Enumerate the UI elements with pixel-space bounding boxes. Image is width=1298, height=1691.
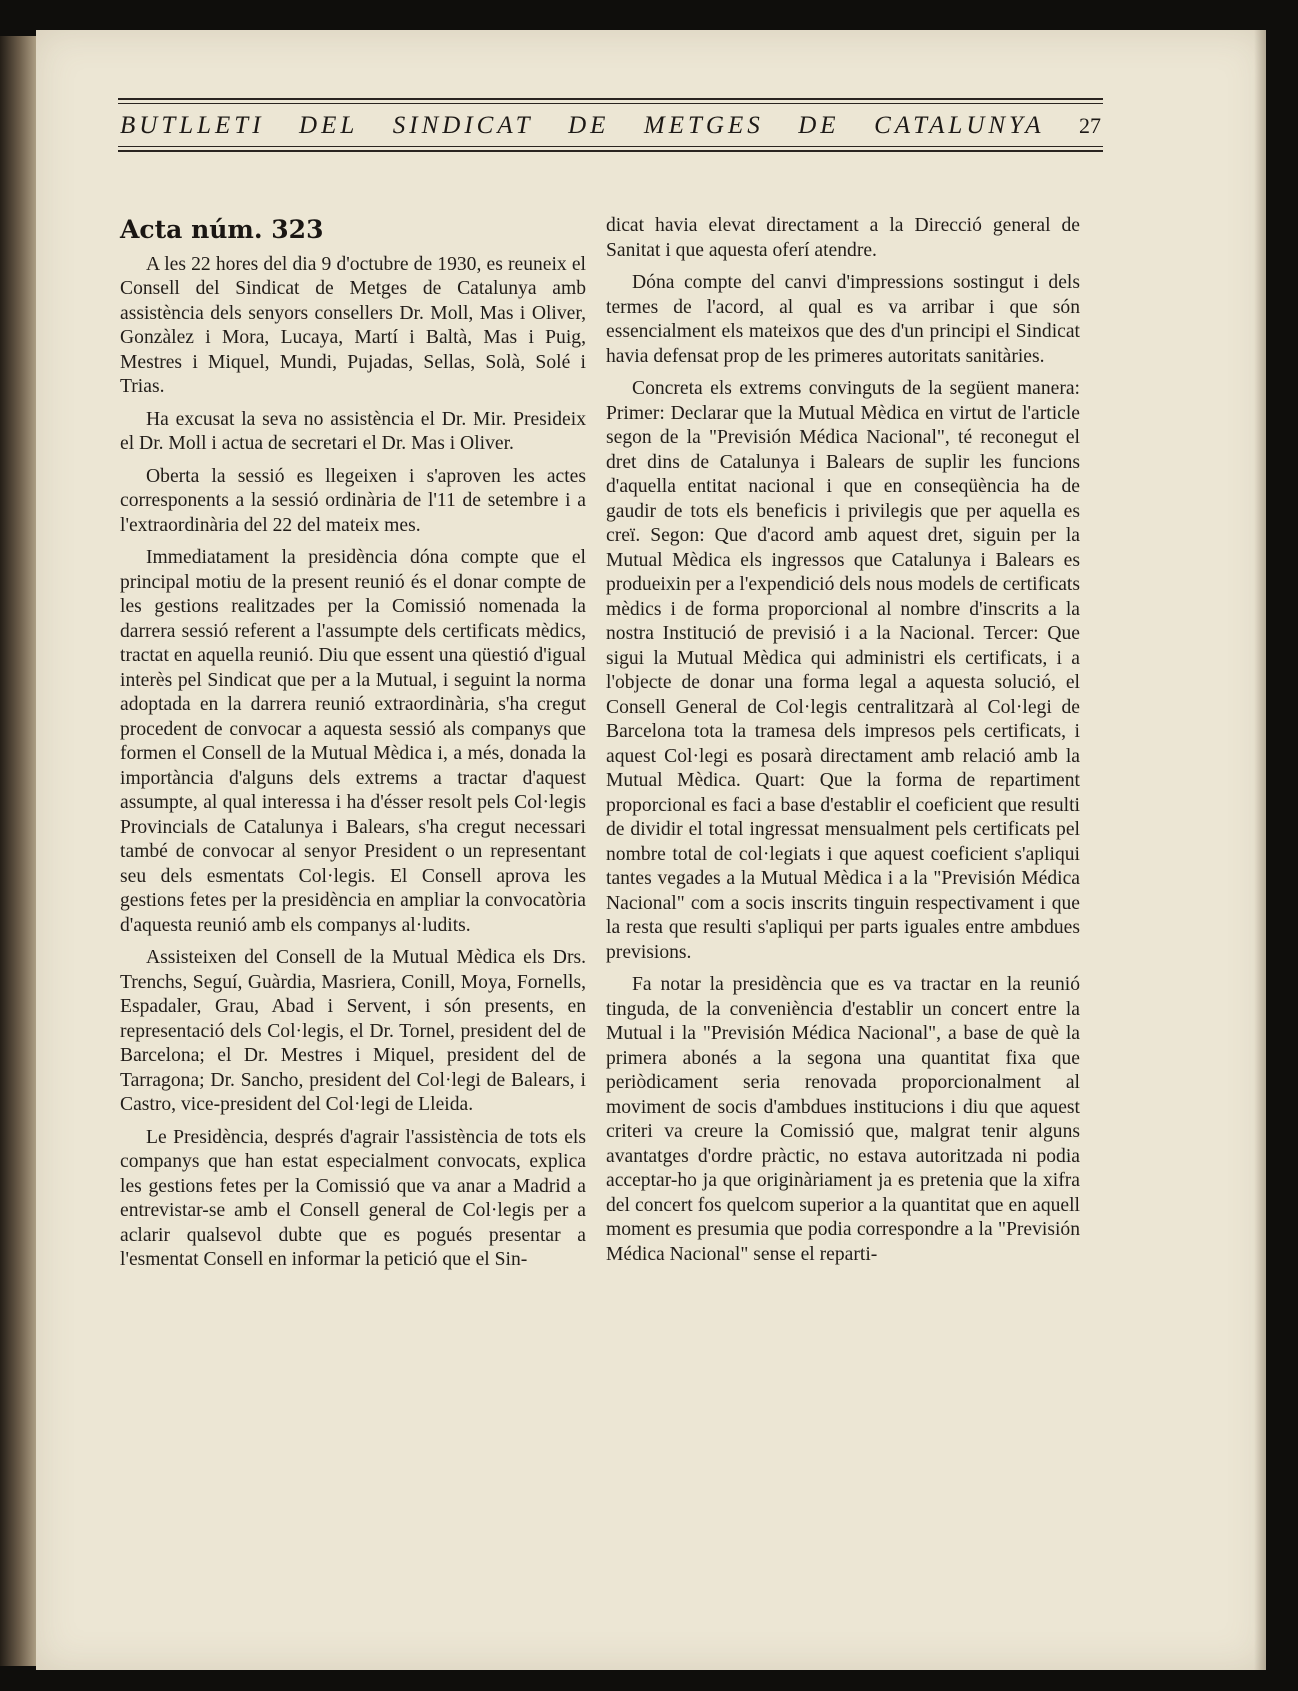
header-word: METGES [643,112,764,139]
paragraph: Oberta la sessió es llegeixen i s'aproven les actes corresponents a la sessió ordinària de l'11 de setembre i a l'extraordinària del 22 del mateix mes. [120,465,586,536]
paragraph: Le Presidència, després d'agrair l'assistència de tots els companys que han estat especialment convocats, explica les gestions fetes per la Comissió que va anar a Madrid a entrevistar-se amb el Consell general de Col·legis per a aclarir qualsevol dubte que es pogués presentar a l'esmentat Consell en informar la petició que el Sin- [120,1126,586,1270]
page-number: 27 [1078,113,1101,138]
header-word: DE [798,112,840,139]
right-column [606,214,1080,1275]
paragraph: Assisteixen del Consell de la Mutual Mèdica els Drs. Trenchs, Seguí, Guàrdia, Masriera, Conill, Moya, Fornells, Espadaler, Grau, Abad i Servent, i són presents, en representació dels Col·legis, el Dr. Tornel, president del de Barcelona; el Dr. Mestres i Miquel, president del de Tarragona; Dr. Sancho, president del Col·legi de Balears, i Castro, vice-president del Col·legi de Lleida. [120,947,586,1115]
paragraph: Concreta els extrems convinguts de la següent manera: Primer: Declarar que la Mutual Mèdica en virtut de l'article segon de la "Previsión Médica Nacional", té reconegut el dret dins de Catalunya i Balears de suplir les funcions d'aquella entitat nacional i que en conseqüència ha de gaudir de tots els beneficis i privilegis que per aquella es creï. Segon: Que d'acord amb aquest dret, siguin per la Mutual Mèdica els ingressos que Catalunya i Balears es produeixin per a l'expendició dels nous models de certificats mèdics i de forma proporcional al nombre d'inscrits a la nostra Institució de previsió i a la Nacional. Tercer: Que sigui la Mutual Mèdica qui administri els certificats, i a l'objecte de donar una forma legal a aquesta solució, el Consell General de Col·legis centralitzarà al Col·legi de Barcelona tota la tramesa dels impresos pels certificats, i aquest Col·legi es posarà directament amb relació amb la Mutual Mèdica. Quart: Que la forma de repartiment proporcional es faci a base d'establir el coeficient que resulti de dividir el total ingressat mensualment pels certificats pel nombre total de col·legiats i que aquest coeficient s'apliqui tantes vegades a la Mutual Mèdica i a la "Previsión Médica Nacional" com a socis inscrits tinguin respectivament i que la resta que resulti s'apliqui per parts iguales entre ambdues previsions. [606,378,1080,963]
header-word: DE [568,112,610,139]
header-word: BUTLLETI [120,112,265,139]
header-word: SINDICAT [392,112,534,139]
paragraph: Ha excusat la seva no assistència el Dr. Mir. Presideix el Dr. Moll i actua de secretari el Dr. Mas i Oliver. [120,408,586,454]
header-word: CATALUNYA [874,112,1045,139]
running-header [118,98,1103,152]
article-title: Acta núm. 323 [120,215,324,244]
header-bottom-rules [118,146,1103,152]
paragraph: Fa notar la presidència que es va tractar en la reunió tinguda, de la conveniència d'establir un concert entre la Mutual i la "Previsión Médica Nacional", a base de què la primera abonés a la segona una quantitat fixa que periòdicament seria renovada proporcionalment al moviment de socis d'ambdues institucions i diu que aquest criteri va creure la Comissió que, malgrat tenir alguns avantatges d'ordre pràctic, no estava autoritzada ni podia acceptar-ho ja que originàriament ja es pretenia que la xifra del concert fos quelcom superior a la quantitat que en aquell moment es presumia que podia correspondre a la "Previsión Médica Nacional" sense el reparti- [606,974,1080,1265]
journal-title [118,104,1103,146]
paragraph: Immediatament la presidència dóna compte que el principal motiu de la present reunió és el donar compte de les gestions realitzades per la Comissió nomenada la darrera sessió referent a l'assumpte dels certificats mèdics, tractat en aquella reunió. Diu que essent una qüestió d'igual interès pel Sindicat que per a la Mutual, i seguint la norma adoptada en la darrera reunió extraordinària, s'ha cregut procedent de convocar a aquesta sessió als companys que formen el Consell de la Mutual Mèdica i, a més, donada la importància d'alguns dels extrems a tractar d'aquest assumpte, al qual interessa i ha d'ésser resolt pels Col·legis Provincials de Catalunya i Balears, s'ha cregut necessari també de convocar al senyor President o un representant seu dels esmentats Col·legis. El Consell aprova les gestions fetes per la presidència en ampliar la convocatòria d'aquesta reunió amb els companys al·ludits. [120,547,587,936]
header-top-rules [118,98,1103,104]
paragraph: A les 22 hores del dia 9 d'octubre de 1930, es reuneix el Consell del Sindicat de Metges de Catalunya amb assistència dels senyors consellers Dr. Moll, Mas i Oliver, Gonzàlez i Mora, Lucaya, Martí i Baltà, Mas i Puig, Mestres i Miquel, Mundi, Pujadas, Sellas, Solà, Solé i Trias. [120,253,586,397]
header-word: DEL [299,112,359,139]
paragraph: dicat havia elevat directament a la Direcció general de Sanitat i que aquesta oferí atendre. [606,215,1080,261]
paragraph: Dóna compte del canvi d'impressions sostingut i dels termes de l'acord, al qual es va arribar i que són essencialment els mateixos que des d'un principi el Sindicat havia defensat prop de les primeres autoritats sanitàries. [606,272,1080,367]
left-column [120,214,586,1281]
page-edge-shadow [1254,30,1266,1670]
